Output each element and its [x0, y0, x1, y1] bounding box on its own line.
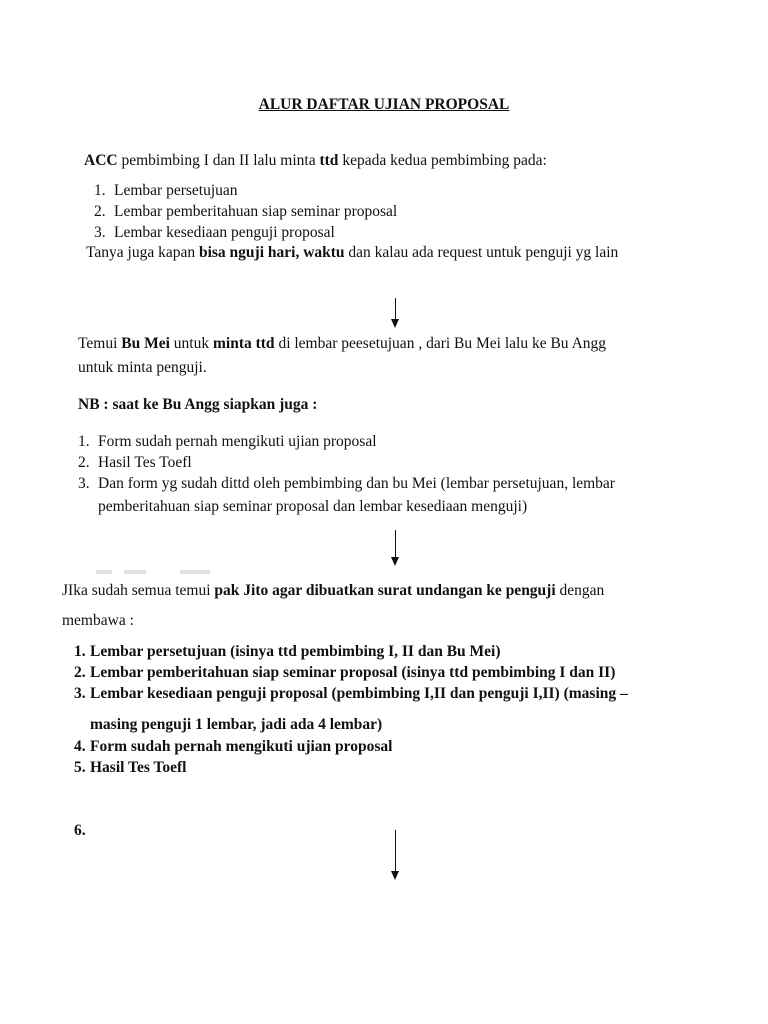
- arrow-down-icon: [391, 298, 400, 328]
- list-text: Lembar persetujuan (isinya ttd pembimbing I, II dan Bu Mei): [90, 643, 501, 660]
- list-text: Lembar kesediaan penguji proposal (pembimbing I,II dan penguji I,II) (masing –: [90, 685, 628, 702]
- list-item: [94, 224, 335, 243]
- step3-line2: membawa :: [62, 612, 134, 629]
- ask-text-end: dan kalau ada request untuk penguji yg lain: [344, 244, 619, 261]
- list-item-continuation: pemberitahuan siap seminar proposal dan lembar kesediaan menguji): [98, 498, 528, 515]
- scan-artifact: [124, 570, 146, 574]
- list-text: Lembar pemberitahuan siap seminar proposal: [114, 203, 398, 220]
- arrow-down-icon: [391, 830, 400, 880]
- list-text: Dan form yg sudah dittd oleh pembimbing dan bu Mei (lembar persetujuan, lembar: [98, 475, 615, 492]
- list-number: 1.: [94, 182, 106, 199]
- ask-text: Tanya juga kapan: [86, 244, 199, 261]
- ttd-text: ttd: [319, 152, 339, 169]
- list-number: 1.: [78, 433, 90, 450]
- step1-ask: [86, 244, 618, 263]
- intro-text-end: kepada kedua pembimbing pada:: [338, 152, 547, 169]
- step1-intro: [84, 152, 547, 171]
- step2-text: Temui: [78, 335, 122, 352]
- list-text: Lembar persetujuan: [114, 182, 238, 199]
- list-number: 3.: [78, 475, 90, 492]
- list-number: 2.: [78, 454, 90, 471]
- list-text: Hasil Tes Toefl: [90, 759, 187, 776]
- list-item: [74, 643, 501, 662]
- list-number: 4.: [74, 738, 86, 755]
- nb-heading: NB : saat ke Bu Angg siapkan juga :: [78, 396, 318, 413]
- ask-bold-text: bisa nguji hari, waktu: [198, 244, 345, 261]
- page-title: ALUR DAFTAR UJIAN PROPOSAL: [258, 96, 510, 113]
- list-number: 5.: [74, 759, 86, 776]
- list-number: 3.: [94, 224, 106, 241]
- list-item-continuation: masing penguji 1 lembar, jadi ada 4 lembar): [90, 716, 383, 733]
- step3-line1: [62, 582, 604, 601]
- list-number: 2.: [74, 664, 86, 681]
- scan-artifact: [96, 570, 112, 574]
- list-text: Hasil Tes Toefl: [98, 454, 192, 471]
- step3-text: JIka sudah semua temui: [62, 582, 215, 599]
- step2-text-end: di lembar peesetujuan , dari Bu Mei lalu ke Bu Angg: [274, 335, 607, 352]
- bu-mei-text: Bu Mei: [121, 335, 170, 352]
- intro-text: pembimbing I dan II lalu minta: [117, 152, 320, 169]
- minta-ttd-text: minta ttd: [212, 335, 275, 352]
- pak-jito-text: pak Jito agar dibuatkan surat undangan ke penguji: [214, 582, 556, 599]
- list-text: Lembar pemberitahuan siap seminar proposal (isinya ttd pembimbing I dan II): [90, 664, 616, 681]
- list-item: [74, 664, 615, 683]
- list-item: [78, 454, 192, 473]
- list-item: [94, 182, 238, 201]
- step2-line2: untuk minta penguji.: [78, 359, 207, 376]
- scan-artifact: [180, 570, 210, 574]
- list-item: [74, 759, 186, 778]
- list-item: [74, 685, 628, 704]
- step2-text: untuk: [169, 335, 213, 352]
- list-text: Lembar kesediaan penguji proposal: [114, 224, 335, 241]
- list-item: [78, 475, 615, 494]
- list-item: [94, 203, 397, 222]
- list-number: 1.: [74, 643, 86, 660]
- list-text: Form sudah pernah mengikuti ujian proposal: [90, 738, 393, 755]
- list-number-six: 6.: [74, 822, 86, 839]
- step3-text-end: dengan: [555, 582, 605, 599]
- list-number: 2.: [94, 203, 106, 220]
- list-number: 3.: [74, 685, 86, 702]
- list-item: [74, 738, 392, 757]
- step2-line1: [78, 335, 606, 354]
- list-item: [78, 433, 377, 452]
- list-text: Form sudah pernah mengikuti ujian proposal: [98, 433, 377, 450]
- arrow-down-icon: [391, 530, 400, 566]
- acc-text: ACC: [84, 152, 118, 169]
